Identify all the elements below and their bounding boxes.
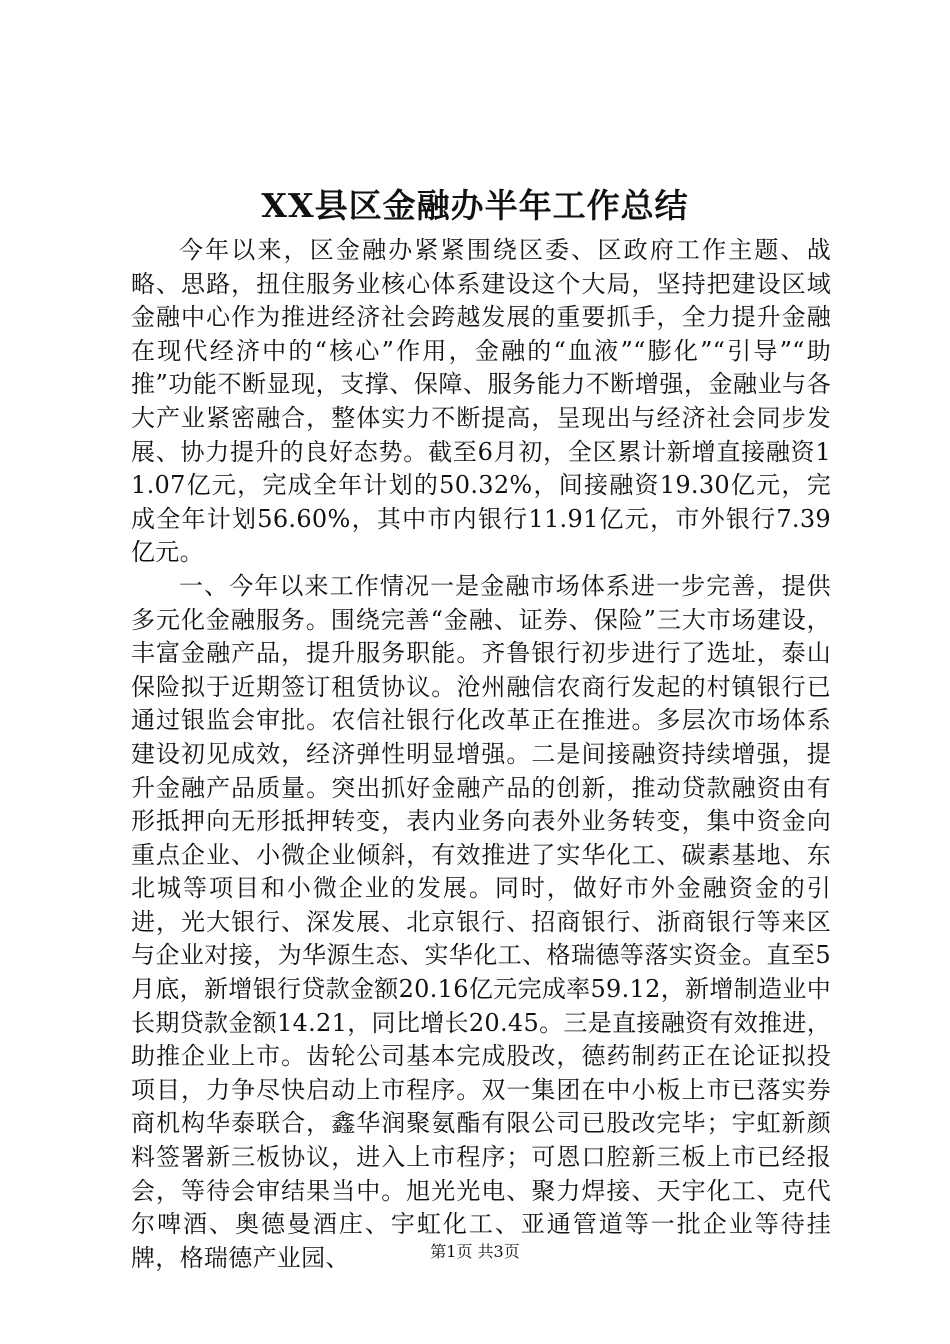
document-body bbox=[131, 234, 831, 1275]
paragraph-work-status: 一、今年以来工作情况一是金融市场体系进一步完善，提供多元化金融服务。围绕完善“金融、证券、保险”三大市场建设，丰富金融产品，提升服务职能。齐鲁银行初步进行了选址，泰山保险拟于近期签订租赁协议。沧州融信农商行发起的村镇银行已通过银监会审批。农信社银行化改革正在推进。多层次市场体系建设初见成效，经济弹性明显增强。二是间接融资持续增强，提升金融产品质量。突出抓好金融产品的创新，推动贷款融资由有形抵押向无形抵押转变，表内业务向表外业务转变，集中资金向重点企业、小微企业倾斜，有效推进了实华化工、碳素基地、东北城等项目和小微企业的发展。同时，做好市外金融资金的引进，光大银行、深发展、北京银行、招商银行、浙商银行等来区与企业对接，为华源生态、实华化工、格瑞德等落实资金。直至5月底，新增银行贷款金额20.16亿元完成率59.12，新增制造业中长期贷款金额14.21，同比增长20.45。三是直接融资有效推进，助推企业上市。齿轮公司基本完成股改，德药制药正在论证拟投项目，力争尽快启动上市程序。双一集团在中小板上市已落实券商机构华泰联合，鑫华润聚氨酯有限公司已股改完毕；宇虹新颜料签署新三板协议，进入上市程序；可恩口腔新三板上市已经报会，等待会审结果当中。旭光光电、聚力焊接、天宇化工、克代尔啤酒、奥德曼酒庄、宇虹化工、亚通管道等一批企业等待挂牌，格瑞德产业园、 bbox=[131, 571, 831, 1272]
paragraph-intro: 今年以来，区金融办紧紧围绕区委、区政府工作主题、战略、思路，扭住服务业核心体系建设这个大局，坚持把建设区域金融中心作为推进经济社会跨越发展的重要抓手，全力提升金融在现代经济中的“核心”作用，金融的“血液”“膨化”“引导”“助推”功能不断显现，支撑、保障、服务能力不断增强，金融业与各大产业紧密融合，整体实力不断提高，呈现出与经济社会同步发展、协力提升的良好态势。截至6月初，全区累计新增直接融资11.07亿元，完成全年计划的50.32%，间接融资19.30亿元，完成全年计划56.60%，其中市内银行11.91亿元，市外银行7.39亿元。 bbox=[131, 236, 831, 567]
page-footer: 第1页 共3页 bbox=[430, 1242, 520, 1261]
document-title: XX县区金融办半年工作总结 bbox=[261, 186, 689, 225]
